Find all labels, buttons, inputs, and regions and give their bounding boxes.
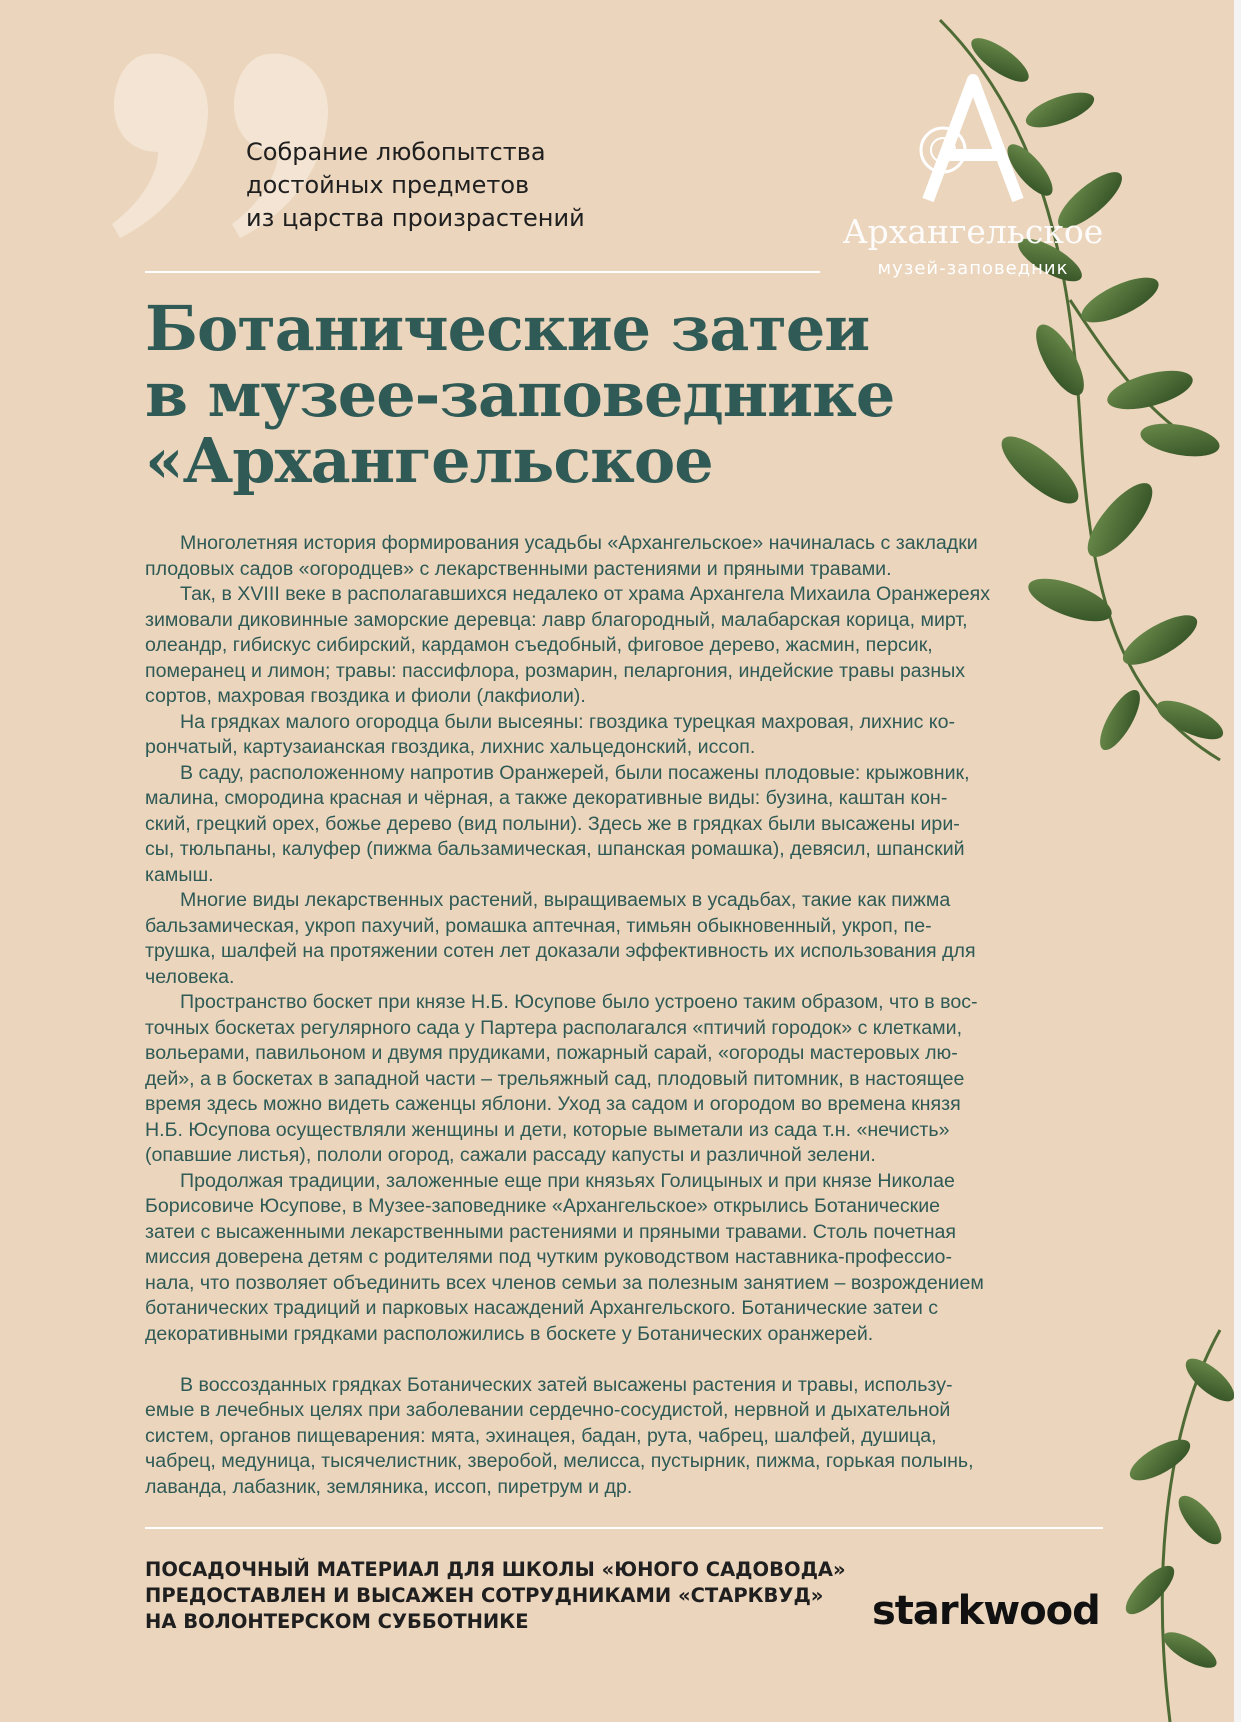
body-line: зимовали диковинные заморские деревца: лавр благородный, малабарская корица, мирт, [145,608,968,631]
letter-a-emblem-icon [828,60,1118,210]
top-divider [145,271,820,273]
body-line: сы, тюльпаны, калуфер (пижма бальзамическая, шпанская ромашка), девясил, шпанский [145,838,965,860]
body-line: время здесь можно видеть саженцы яблони. Уход за садом и огородом во времена князя [145,1093,961,1115]
body-line: В воссозданных грядках Ботанических затей высажены растения и травы, использу- [180,1373,953,1396]
body-line: сортов, махровая гвоздика и фиоли (лакфиоли). [145,685,586,707]
intro-quote [246,136,766,235]
body-line: На грядках малого огородца были высеяны: гвоздика турецкая махровая, лихнис ко- [180,710,956,733]
intro-line: Собрание любопытства [246,138,546,166]
footer-line: ПРЕДОСТАВЛЕН И ВЫСАЖЕН СОТРУДНИКАМИ «СТАРКВУД» [145,1584,824,1607]
body-line: систем, органов пищеварения: мята, эхинацея, бадан, рута, чабрец, шалфей, душица, [145,1424,937,1447]
body-line: вольерами, павильоном и двумя прудиками, пожарный сарай, «огороды мастеровых лю- [145,1042,958,1064]
body-line: Многолетняя история формирования усадьбы «Архангельское» начиналась с закладки [180,532,978,554]
body-line: бальзамическая, укроп пахучий, ромашка аптечная, тимьян обыкновенный, укроп, пе- [145,914,932,937]
body-line: человека. [145,965,235,988]
page-edge [1234,0,1241,1722]
body-line: миссия доверена детям с родителями под чутким руководством наставника-профессио- [145,1246,952,1268]
page-title [145,292,1045,497]
body-line: Пространство боскет при князе Н.Б. Юсупове было устроено таким образом, что в вос- [180,991,978,1013]
body-line: (опавшие листья), пололи огород, сажали рассаду капусты и различной зелени. [145,1144,876,1166]
body-line: емые в лечебных целях при заболевании сердечно-сосудистой, нервной и дыхательной [145,1399,951,1421]
body-line: точных боскетах регулярного сада у Партера располагался «птичий городок» с клетками, [145,1016,963,1039]
logo-subtitle: музей-заповедник [877,258,1069,279]
intro-line: достойных предметов [246,171,530,199]
body-line: дей», а в боскетах в западной части – трельяжный сад, плодовый питомник, в настоящее [145,1067,965,1090]
intro-line: из царства произрастений [246,204,585,232]
logo-name: Архангельское [842,212,1104,251]
title-line: в музее-заповеднике [145,358,895,431]
body-line: Так, в XVIII веке в располагавшихся недалеко от храма Архангела Михаила Оранжереях [180,583,991,605]
body-line: плодовых садов «огородцев» с лекарственными растениями и пряными травами. [145,557,892,580]
body-line: рончатый, картузаианская гвоздика, лихнис хальцедонский, иссоп. [145,736,756,758]
footer-line: НА ВОЛОНТЕРСКОМ СУББОТНИКЕ [145,1610,529,1633]
museum-logo [828,60,1118,290]
body-line: затеи с высаженными лекарственными растениями и пряными травами. Столь почетная [145,1220,957,1243]
body-line: лаванда, лабазник, земляника, иссоп, пиретрум и др. [145,1475,633,1498]
body-line: Н.Б. Юсупова осуществляли женщины и дети, которые выметали из сада т.н. «нечисть» [145,1118,950,1141]
title-line: Ботанические затеи [145,292,870,365]
footer-note [145,1557,865,1635]
body-line: Многие виды лекарственных растений, выращиваемых в усадьбах, такие как пижма [180,889,951,911]
body-line: ботанических традиций и парковых насаждений Архангельского. Ботанические затеи с [145,1297,939,1319]
body-line: декоративными грядками расположились в боскете у Ботанических оранжерей. [145,1322,874,1345]
body-line: ский, грецкий орех, божье дерево (вид полыни). Здесь же в грядках были высажены ири- [145,812,960,835]
sponsor-logo: starkwood [872,1588,1100,1634]
body-line: чабрец, медуница, тысячелистник, зверобой, мелисса, пустырник, пижма, горькая полынь, [145,1450,974,1472]
body-line: Продолжая традиции, заложенные еще при князьях Голицыных и при князе Николае [180,1169,955,1192]
body-line: малина, смородина красная и чёрная, а также декоративные виды: бузина, каштан кон- [145,787,948,809]
title-line: «Архангельское [145,424,713,497]
body-line: померанец и лимон; травы: пассифлора, розмарин, пеларгония, индейские травы разных [145,659,966,682]
footer-line: ПОСАДОЧНЫЙ МАТЕРИАЛ ДЛЯ ШКОЛЫ «ЮНОГО САДОВОДА» [145,1558,846,1581]
body-line: камыш. [145,863,214,886]
body-line: Борисовиче Юсупове, в Музее-заповеднике «Архангельское» открылись Ботанические [145,1195,941,1217]
body-line: В саду, расположенному напротив Оранжерей, были посажены плодовые: крыжовник, [180,761,970,784]
body-line: нала, что позволяет объединить всех членов семьи за полезным занятием – возрождением [145,1271,984,1294]
body-line: трушка, шалфей на протяжении сотен лет доказали эффективность их использования для [145,940,976,962]
body-line: олеандр, гибискус сибирский, кардамон съедобный, фиговое дерево, жасмин, персик, [145,634,933,656]
